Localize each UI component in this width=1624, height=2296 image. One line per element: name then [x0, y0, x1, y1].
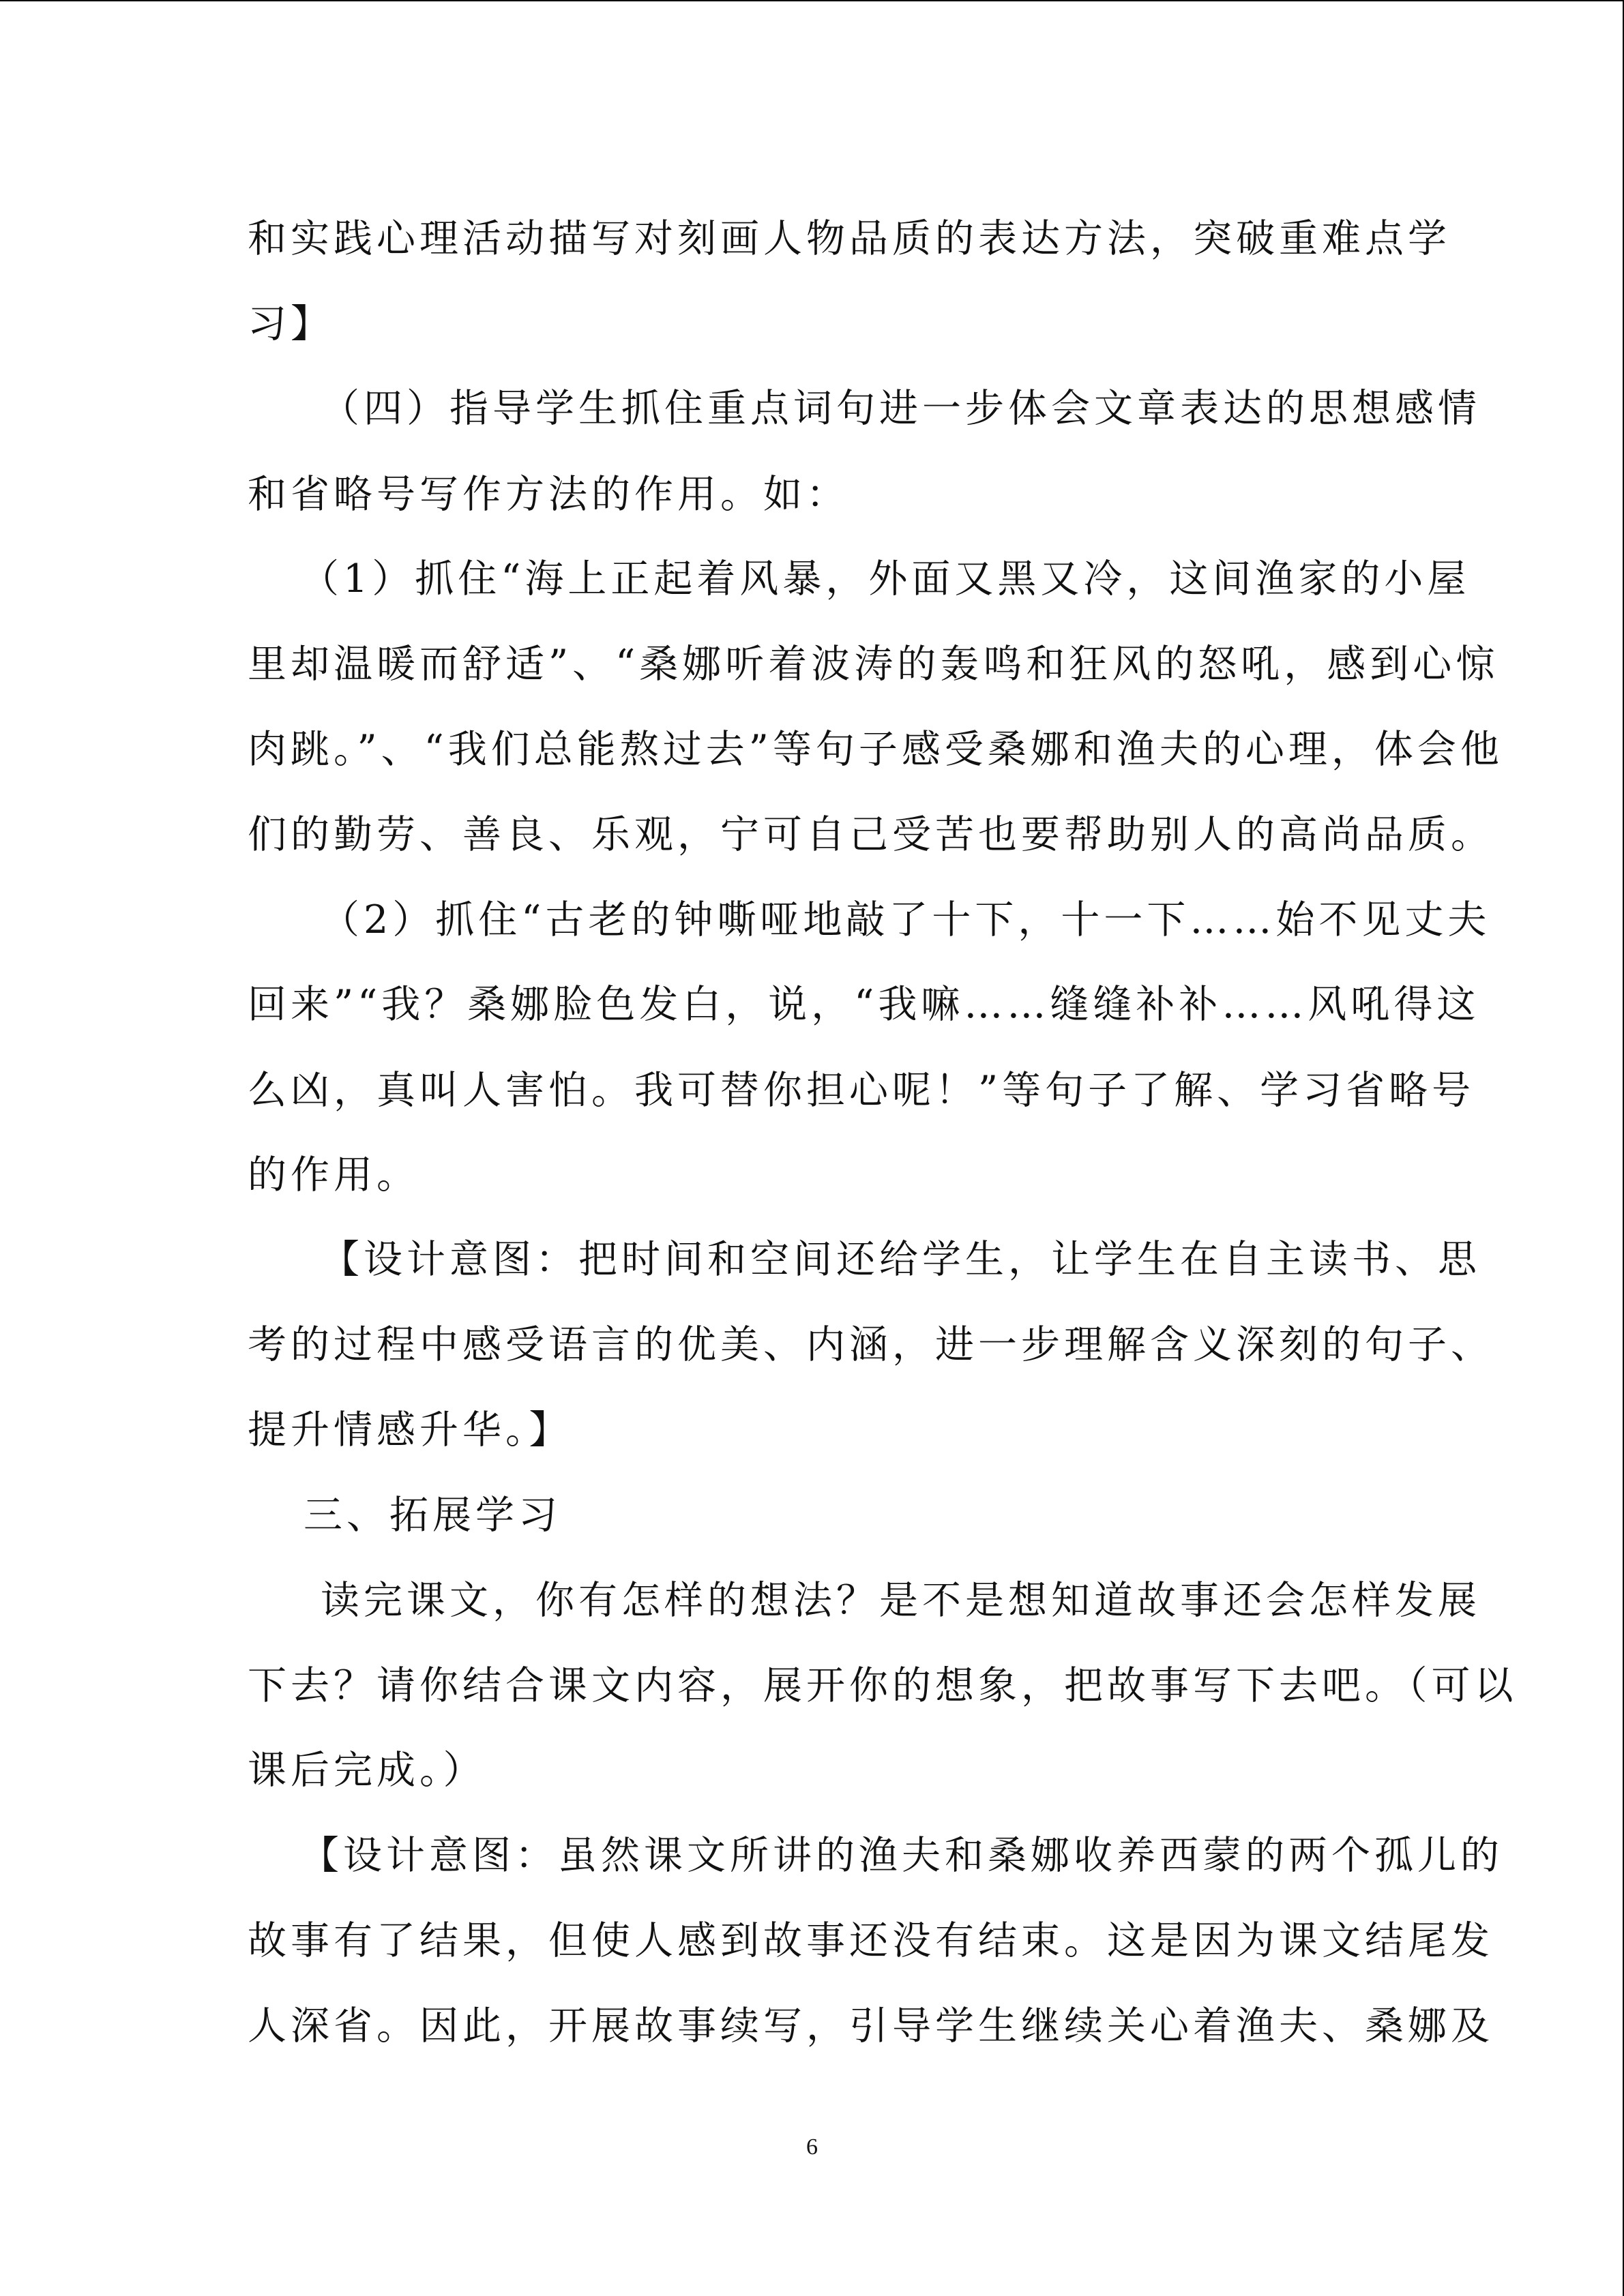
paragraph-line: 们的勤劳、善良、乐观，宁可自己受苦也要帮助别人的高尚品质。	[248, 812, 1494, 857]
paragraph-line: （1）抓住“海上正起着风暴，外面又黑又冷，这间渔家的小屋	[300, 556, 1471, 601]
paragraph-line: 回来”“我？桑娜脸色发白，说，“我嘛……缝缝补补……风吼得这	[248, 982, 1480, 1027]
paragraph-line: 读完课文，你有怎样的想法？是不是想知道故事还会怎样发展	[321, 1578, 1481, 1623]
paragraph-line: 习】	[248, 301, 334, 346]
paragraph-line: 提升情感升华。】	[248, 1407, 572, 1452]
paragraph-line: 和实践心理活动描写对刻画人物品质的表达方法，突破重难点学	[248, 216, 1451, 261]
section-heading: 三、拓展学习	[304, 1493, 561, 1538]
paragraph-line: 下去？请你结合课文内容，展开你的想象，把故事写下去吧。（可以	[248, 1663, 1518, 1708]
paragraph-line: 【设计意图：虽然课文所讲的渔夫和桑娜收养西蒙的两个孤儿的	[300, 1833, 1503, 1878]
paragraph-line: 课后完成。）	[248, 1748, 486, 1793]
page-number: 6	[806, 2134, 818, 2160]
paragraph-line: 肉跳。”、“我们总能熬过去”等句子感受桑娜和渔夫的心理，体会他	[248, 727, 1503, 772]
paragraph-line: 里却温暖而舒适”、“桑娜听着波涛的轰鸣和狂风的怒吼，感到心惊	[248, 642, 1499, 687]
paragraph-line: 【设计意图：把时间和空间还给学生，让学生在自主读书、思	[321, 1237, 1481, 1282]
paragraph-line: （四）指导学生抓住重点词句进一步体会文章表达的思想感情	[321, 386, 1481, 431]
paragraph-line: 和省略号写作方法的作用。如：	[248, 472, 849, 517]
paragraph-line: 的作用。	[248, 1152, 419, 1197]
paragraph-line: 考的过程中感受语言的优美、内涵，进一步理解含义深刻的句子、	[248, 1322, 1494, 1367]
paragraph-line: 么凶，真叫人害怕。我可替你担心呢！”等句子了解、学习省略号	[248, 1068, 1475, 1113]
paragraph-line: 人深省。因此，开展故事续写，引导学生继续关心着渔夫、桑娜及	[248, 2003, 1494, 2048]
paragraph-line: 故事有了结果，但使人感到故事还没有结束。这是因为课文结尾发	[248, 1918, 1494, 1963]
paragraph-line: （2）抓住“古老的钟嘶哑地敲了十下，十一下……始不见丈夫	[321, 897, 1491, 942]
